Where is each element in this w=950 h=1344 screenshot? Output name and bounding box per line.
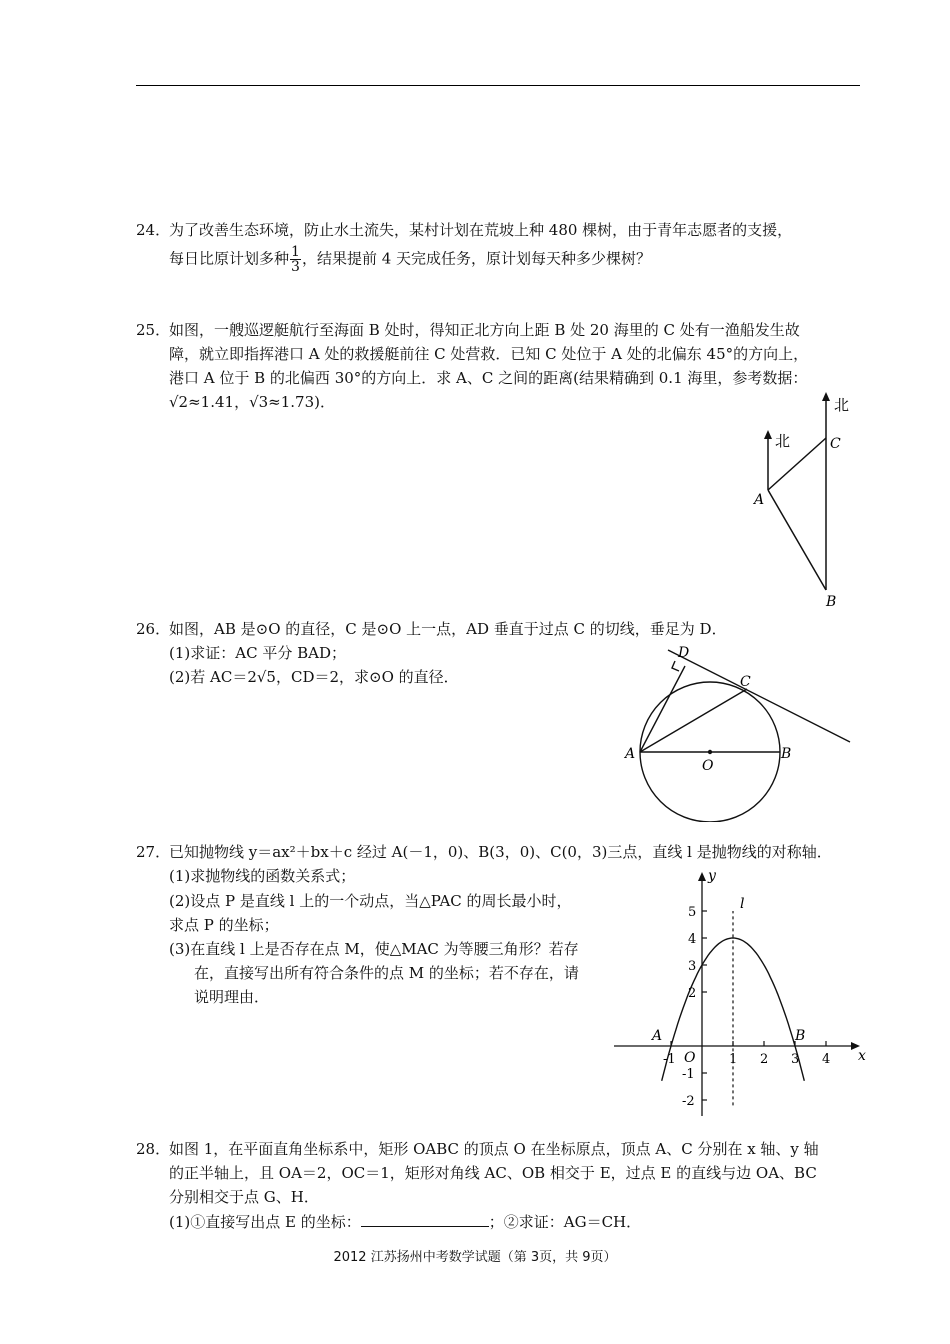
sub-question: 求点 P 的坐标； [169, 916, 279, 934]
header-rule [136, 85, 860, 86]
y-tick-label: 2 [688, 986, 697, 1001]
y-tick-label: -1 [682, 1067, 695, 1082]
north-arrow-icon [822, 392, 830, 401]
y-axis-label: y [708, 868, 716, 884]
sub-question: (3)在直线 l 上是否存在点 M，使△MAC 为等腰三角形？若存 [169, 940, 579, 958]
question-28 [136, 1137, 866, 1237]
point-B-label: B [795, 1028, 806, 1044]
center-O-dot [708, 750, 712, 754]
segment-AB [768, 490, 826, 590]
question-text: 如图，一艘巡逻艇航行至海面 B 处时，得知正北方向上距 B 处 20 海里的 C 处有一渔船发生故 [169, 321, 800, 339]
point-A-label: A [754, 492, 765, 508]
question-text: 每日比原计划多种 $\frac{1}{3}$ ，结果提前 4 天完成任务，原计划每天种多少棵树？ [169, 244, 652, 275]
right-angle-mark [672, 661, 679, 671]
question-text: 如图 1，在平面直角坐标系中，矩形 OABC 的顶点 O 在坐标原点，顶点 A、C 分别在 x 轴、y 轴 [169, 1140, 819, 1158]
x-tick-label: 3 [791, 1052, 800, 1067]
x-tick-label: 1 [729, 1052, 738, 1067]
sub-question: (1)①直接写出点 E 的坐标： ；②求证：AG＝CH． [169, 1210, 641, 1234]
x-tick-label: 4 [822, 1052, 831, 1067]
line-l-label: l [740, 896, 745, 912]
y-tick-label: 5 [688, 905, 697, 920]
x-axis-label: x [858, 1048, 866, 1064]
figure-26-diagram [620, 640, 860, 822]
point-D-label: D [678, 645, 690, 661]
answer-blank[interactable] [361, 1210, 489, 1227]
question-text: √2≈1.41，√3≈1.73)． [169, 393, 335, 411]
question-text: 分别相交于点 G、H． [169, 1188, 319, 1206]
fraction-one-third: $\frac{1}{3}$ [291, 244, 300, 275]
point-C-label: C [830, 436, 841, 452]
question-number: 27． [136, 843, 171, 861]
question-text: 为了改善生态环境，防止水土流失，某村计划在荒坡上种 480 棵树，由于青年志愿者的支援， [169, 221, 793, 239]
figure-25-diagram [740, 390, 870, 612]
question-text: 障，就立即指挥港口 A 处的救援艇前往 C 处营救．已知 C 处位于 A 处的北偏东 45°的方向上， [169, 345, 809, 363]
question-text: 已知抛物线 y＝ax²＋bx＋c 经过 A(－1，0)、B(3，0)、C(0，3)三点，直线 l 是抛物线的对称轴． [169, 843, 832, 861]
question-24 [136, 218, 866, 282]
point-O-label: O [702, 758, 714, 774]
y-tick-label: 4 [688, 932, 697, 947]
question-text: 港口 A 位于 B 的北偏西 30°的方向上．求 A、C 之间的距离(结果精确到 0.1 海里，参考数据： [169, 369, 808, 387]
tangent-line [668, 650, 850, 742]
question-number: 28． [136, 1140, 171, 1158]
point-A-label: A [625, 746, 636, 762]
origin-label: O [684, 1050, 696, 1066]
sub-question: 说明理由． [194, 988, 270, 1006]
point-A-label: A [652, 1028, 663, 1044]
question-number: 25． [136, 321, 171, 339]
question-text: 如图，AB 是⊙O 的直径，C 是⊙O 上一点，AD 垂直于过点 C 的切线，垂足为 D． [169, 620, 727, 638]
sub-question: 在，直接写出所有符合条件的点 M 的坐标；若不存在，请 [194, 964, 579, 982]
y-tick-label: -2 [682, 1094, 695, 1109]
north-label: 北 [834, 396, 850, 414]
question-number: 24． [136, 221, 171, 239]
sub-question: (2)若 AC＝2√5，CD＝2，求⊙O 的直径． [169, 668, 459, 686]
x-tick-label: 2 [760, 1052, 769, 1067]
north-label: 北 [775, 432, 791, 450]
figure-27-graph [610, 864, 870, 1124]
point-B-label: B [826, 594, 837, 610]
sub-question: (1)求抛物线的函数关系式； [169, 867, 356, 885]
question-text: 的正半轴上，且 OA＝2，OC＝1，矩形对角线 AC、OB 相交于 E，过点 E 的直线与边 OA、BC [169, 1164, 817, 1182]
y-tick-label: 3 [688, 959, 697, 974]
sub-question: (2)设点 P 是直线 l 上的一个动点，当△PAC 的周长最小时， [169, 892, 572, 910]
page-footer: 2012 江苏扬州中考数学试题（第 3页，共 9页） [333, 1250, 617, 1265]
sub-question: (1)求证：AC 平分 BAD； [169, 644, 346, 662]
point-B-label: B [781, 746, 792, 762]
y-axis-arrow-icon [698, 872, 706, 881]
question-number: 26． [136, 620, 171, 638]
x-tick-label: -1 [663, 1052, 676, 1067]
north-arrow-icon [764, 430, 772, 439]
point-C-label: C [740, 674, 751, 690]
